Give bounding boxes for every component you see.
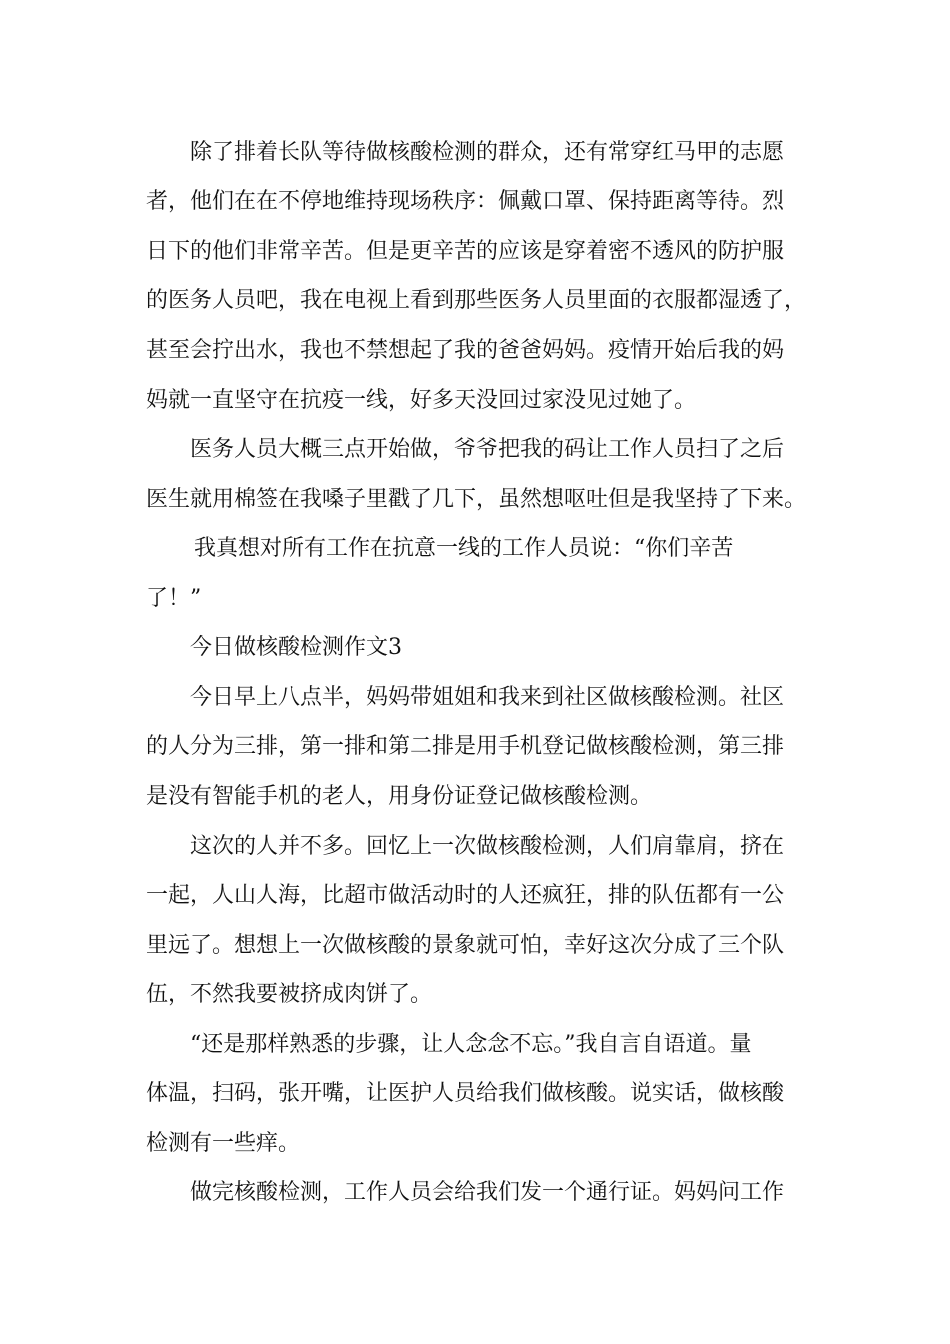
text-line: 检测有一些痒。 — [146, 1131, 301, 1156]
text-line: 医生就用棉签在我嗓子里戳了几下，虽然想呕吐但是我坚持了下来。 — [146, 487, 807, 512]
text-line: 的医务人员吧，我在电视上看到那些医务人员里面的衣服都湿透了， — [146, 288, 807, 313]
text-line: 医务人员大概三点开始做，爷爷把我的码让工作人员扫了之后 — [190, 437, 785, 462]
text-line: 了！” — [146, 586, 202, 611]
text-line: 甚至会拧出水，我也不禁想起了我的爸爸妈妈。疫情开始后我的妈 — [146, 338, 785, 363]
text-line: 妈就一直坚守在抗疫一线，好多天没回过家没见过她了。 — [146, 388, 697, 413]
text-line: 做完核酸检测，工作人员会给我们发一个通行证。妈妈问工作 — [190, 1180, 785, 1205]
text-line: 里远了。想想上一次做核酸的景象就可怕，幸好这次分成了三个队 — [146, 933, 785, 958]
text-line: 体温，扫码，张开嘴，让医护人员给我们做核酸。说实话，做核酸 — [146, 1081, 785, 1106]
text-line: 伍，不然我要被挤成肉饼了。 — [146, 982, 433, 1007]
text-line: 的人分为三排，第一排和第二排是用手机登记做核酸检测，第三排 — [146, 734, 785, 759]
text-line: 者，他们在在不停地维持现场秩序：佩戴口罩、保持距离等待。烈 — [146, 189, 785, 214]
section-heading: 今日做核酸检测作文3 — [190, 635, 402, 660]
text-line: 是没有智能手机的老人，用身份证登记做核酸检测。 — [146, 784, 653, 809]
text-line: 除了排着长队等待做核酸检测的群众，还有常穿红马甲的志愿 — [190, 140, 785, 165]
text-line: 这次的人并不多。回忆上一次做核酸检测，人们肩靠肩，挤在 — [190, 834, 785, 859]
text-line: 一起，人山人海，比超市做活动时的人还疯狂，排的队伍都有一公 — [146, 883, 785, 908]
text-line: “还是那样熟悉的步骤，让人念念不忘。”我自言自语道。量 — [190, 1032, 752, 1057]
text-line: 日下的他们非常辛苦。但是更辛苦的应该是穿着密不透风的防护服 — [146, 239, 785, 264]
text-line: 今日早上八点半，妈妈带姐姐和我来到社区做核酸检测。社区 — [190, 685, 785, 710]
text-line: 我真想对所有工作在抗意一线的工作人员说：“你们辛苦 — [194, 536, 734, 561]
